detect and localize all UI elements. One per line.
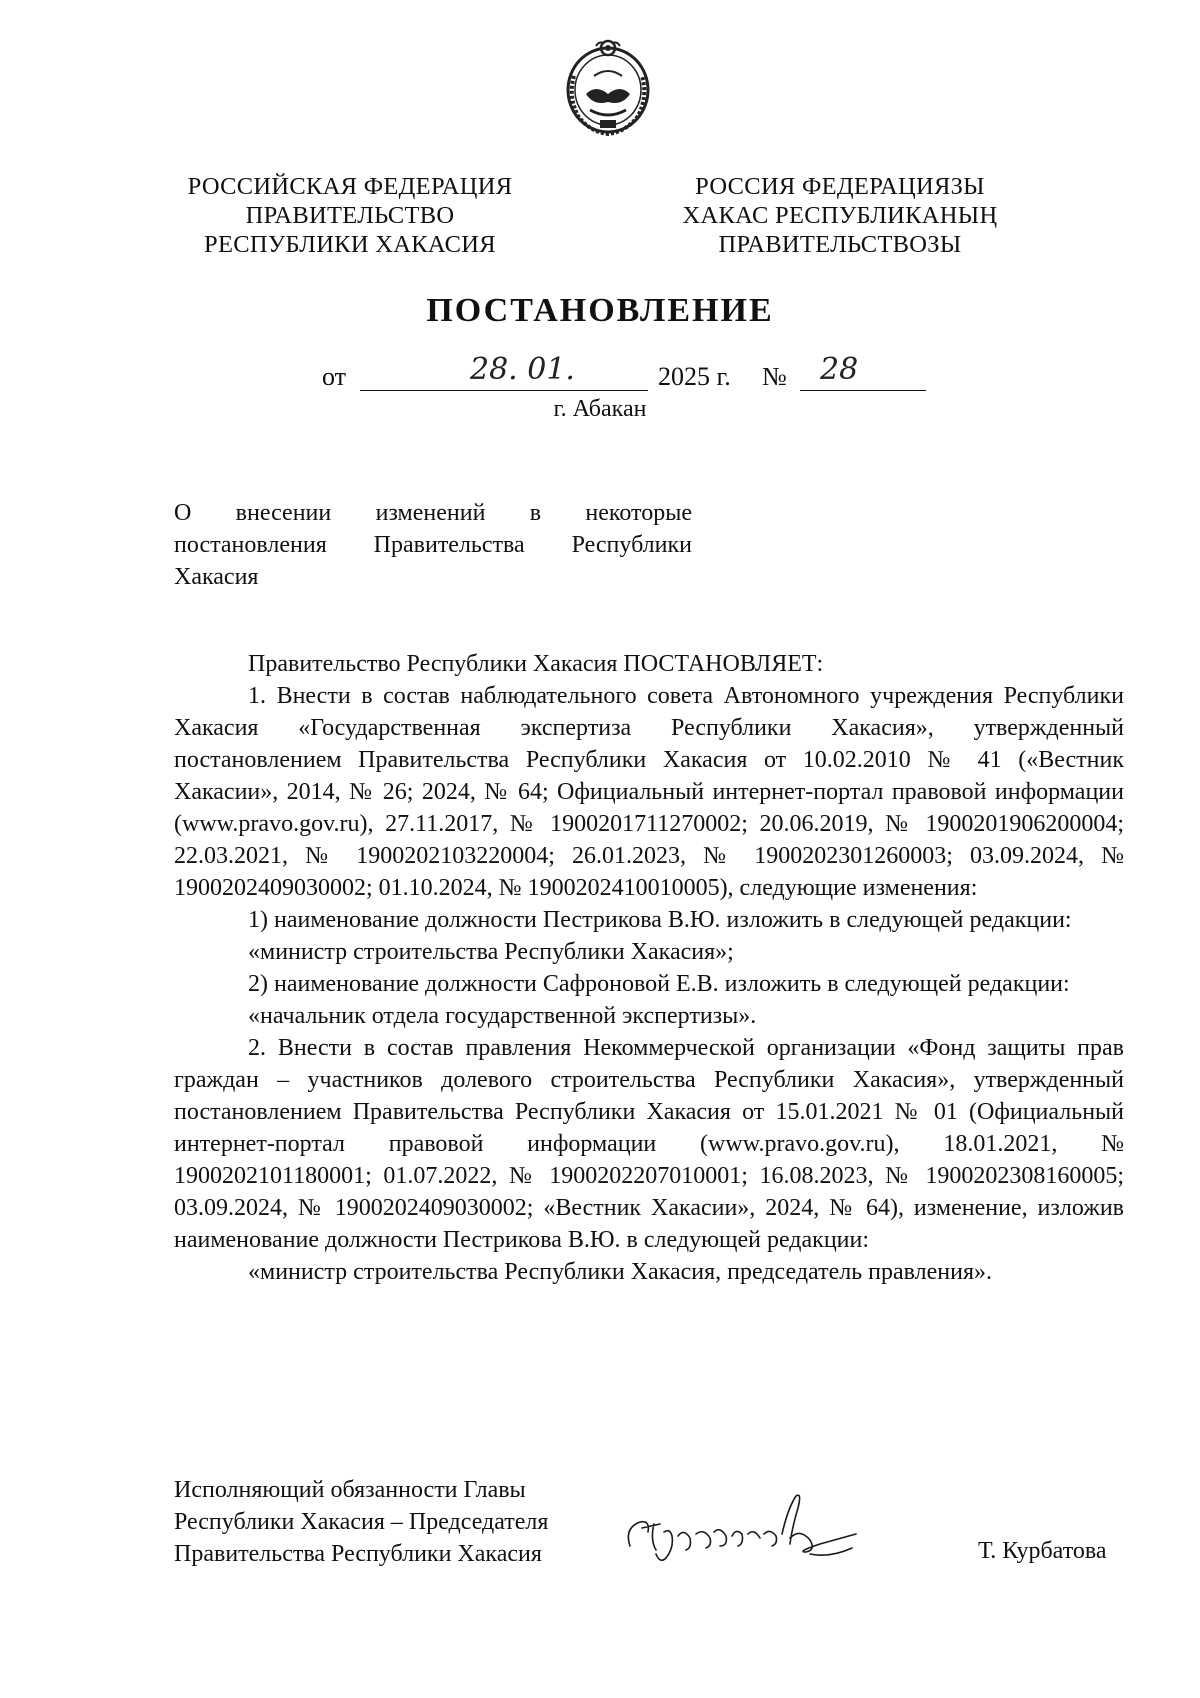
subject: [174, 497, 692, 593]
date-handwritten: 28. 01.: [470, 352, 575, 387]
paragraph-1-item-2-text: «начальник отдела государственной экспертизы».: [248, 1003, 757, 1029]
paragraph-1: 1. Внести в состав наблюдательного совета Автономного учреждения Республики Хакасия «Государственная экспертиза Республики Хакасия», утвержденный постановлением Правительства Республики Хакасия от 10.02.2010 № 41 («Вестник Хакасии», 2014, № 26; 2024, № 64; Официальный интернет-портал правовой информации (www.pravo.gov.ru), 27.11.2017, № 1900201711270002; 20.06.2019, № 1900201906200004; 22.03.2021, № 1900202103220004; 26.01.2023, № 1900202301260003; 03.09.2024, № 1900202409030002; 01.10.2024, № 1900202410010005), следующие изменения:: [174, 683, 1124, 901]
document-body: [174, 648, 1124, 1288]
header-left-line-1: РОССИЙСКАЯ ФЕДЕРАЦИЯ: [187, 173, 513, 200]
header-left-line-2: ПРАВИТЕЛЬСТВО: [245, 202, 455, 229]
paragraph-2: 2. Внести в состав правления Некоммерческой организации «Фонд защиты прав граждан – участников долевого строительства Республики Хакасия», утвержденный постановлением Правительства Республики Хакасия от 15.01.2021 № 01 (Официальный интернет-портал правовой информации (www.pravo.gov.ru), 18.01.2021, № 1900202101180001; 01.07.2022, № 1900202207010001; 16.08.2023, № 1900202308160005; 03.09.2024, № 1900202409030002; «Вестник Хакасии», 2024, № 64), изменение, изложив наименование должности Пестрикова В.Ю. в следующей редакции:: [174, 1035, 1124, 1253]
date-prefix: от: [322, 362, 347, 391]
number-underline: [800, 390, 926, 391]
handwritten-signature: [620, 1488, 880, 1568]
date-year: 2025 г.: [658, 362, 731, 391]
header-right-line-1: РОССИЯ ФЕДЕРАЦИЯЗЫ: [695, 173, 985, 200]
paragraph-1-item-1-text: «министр строительства Республики Хакасия»;: [248, 939, 734, 965]
intro-paragraph: Правительство Республики Хакасия ПОСТАНОВЛЯЕТ:: [248, 651, 824, 677]
date-line: [322, 352, 922, 396]
header-left-line-3: РЕСПУБЛИКИ ХАКАСИЯ: [204, 231, 496, 258]
document-title: ПОСТАНОВЛЕНИЕ: [426, 292, 774, 329]
subject-line-1: О внесении изменений в некоторые: [174, 500, 692, 526]
paragraph-1-item-2: 2) наименование должности Сафроновой Е.В. изложить в следующей редакции:: [248, 971, 1070, 997]
paragraph-2-text: «министр строительства Республики Хакасия, председатель правления».: [248, 1259, 993, 1285]
signatory-line-3: Правительства Республики Хакасия: [174, 1541, 542, 1567]
paragraph-1-item-1: 1) наименование должности Пестрикова В.Ю. изложить в следующей редакции:: [248, 907, 1072, 933]
city: г. Абакан: [553, 396, 647, 422]
number-handwritten: 28: [820, 352, 859, 387]
signatory-title: [174, 1474, 548, 1570]
coat-of-arms-icon: [560, 36, 656, 140]
number-label: №: [762, 362, 787, 391]
signatory-line-2: Республики Хакасия – Председателя: [174, 1509, 549, 1535]
header-left: [170, 172, 530, 259]
signatory-line-1: Исполняющий обязанности Главы: [174, 1477, 526, 1503]
header-right-line-3: ПРАВИТЕЛЬСТВОЗЫ: [718, 231, 962, 258]
subject-line-2: постановления Правительства Республики: [174, 532, 692, 558]
subject-line-3: Хакасия: [174, 564, 259, 590]
header-right: [660, 172, 1020, 259]
signatory-name: Т. Курбатова: [978, 1538, 1107, 1564]
header-right-line-2: ХАКАС РЕСПУБЛИКАНЫҢ: [682, 202, 998, 229]
date-underline: [360, 390, 648, 391]
